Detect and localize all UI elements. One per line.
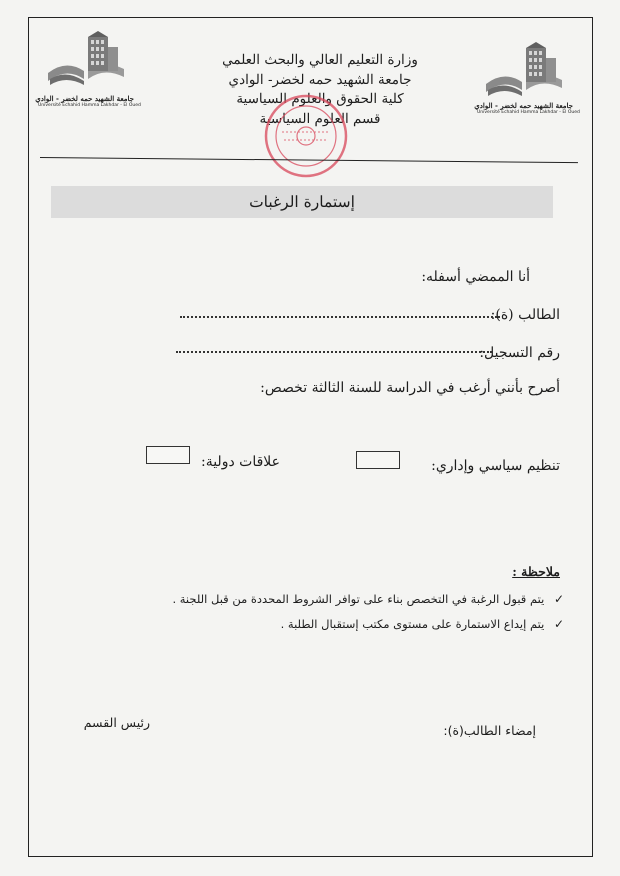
faculty-stamp-icon (262, 92, 350, 180)
option-international-relations-checkbox[interactable] (146, 446, 190, 464)
student-name-label: الطالب (ة): (490, 307, 560, 323)
title-band (51, 186, 553, 218)
notes-title (512, 564, 560, 579)
logo-right-caption-ar: جامعة الشهيد حمه لخضر - الوادي (474, 101, 573, 110)
department-name: قسم العلوم السياسية (259, 110, 381, 127)
registration-number-label: رقم التسجيل: (479, 345, 560, 361)
checkmark-icon: ✓ (553, 617, 564, 631)
ministry-name: وزارة التعليم العالي والبحث العلمي (222, 52, 418, 68)
note-text: يتم إيداع الاستمارة على مستوى مكتب إستقبال الطلبة . (280, 617, 545, 631)
logo-right-caption (474, 101, 580, 116)
declaration-text: أصرح بأنني أرغب في الدراسة للسنة الثالثة تخصص: (260, 380, 560, 396)
notes-title-text: ملاحظة : (512, 564, 560, 579)
logo-right-caption-fr: Université Echahid Hamma Lakhdar - El Oued (477, 110, 580, 115)
checkmark-icon: ✓ (553, 592, 564, 606)
note-text: يتم قبول الرغبة في التخصص بناء على توافر الشروط المحددة من قبل اللجنة . (172, 592, 545, 606)
university-name: جامعة الشهيد حمه لخضر- الوادي (228, 71, 412, 88)
form-title: إستمارة الرغبات (249, 193, 355, 211)
logo-left-caption-ar: جامعة الشهيد حمه لخضر - الوادي (35, 94, 134, 103)
note-item (281, 617, 564, 631)
university-logo-icon (482, 40, 566, 104)
option-political-administrative-checkbox[interactable] (356, 451, 400, 469)
university-logo-right (482, 40, 566, 104)
faculty-name: كلية الحقوق والعلوم السياسية (236, 91, 404, 107)
note-item (172, 592, 564, 606)
logo-left-caption (35, 94, 141, 109)
undersigned-label: أنا الممضي أسفله: (421, 269, 530, 285)
university-logo-icon (44, 29, 128, 93)
logo-left-caption-fr: Université Echahid Hamma Lakhdar - El Oued (38, 103, 141, 108)
option-international-relations-label: علاقات دولية: (200, 454, 280, 470)
student-name-field[interactable] (180, 316, 500, 318)
university-logo-left (44, 29, 128, 93)
option-political-administrative-label: تنظيم سياسي وإداري: (431, 458, 560, 474)
registration-number-field[interactable] (176, 351, 492, 353)
student-signature-label: إمضاء الطالب(ة): (443, 723, 536, 738)
department-head-label: رئيس القسم (83, 715, 150, 730)
